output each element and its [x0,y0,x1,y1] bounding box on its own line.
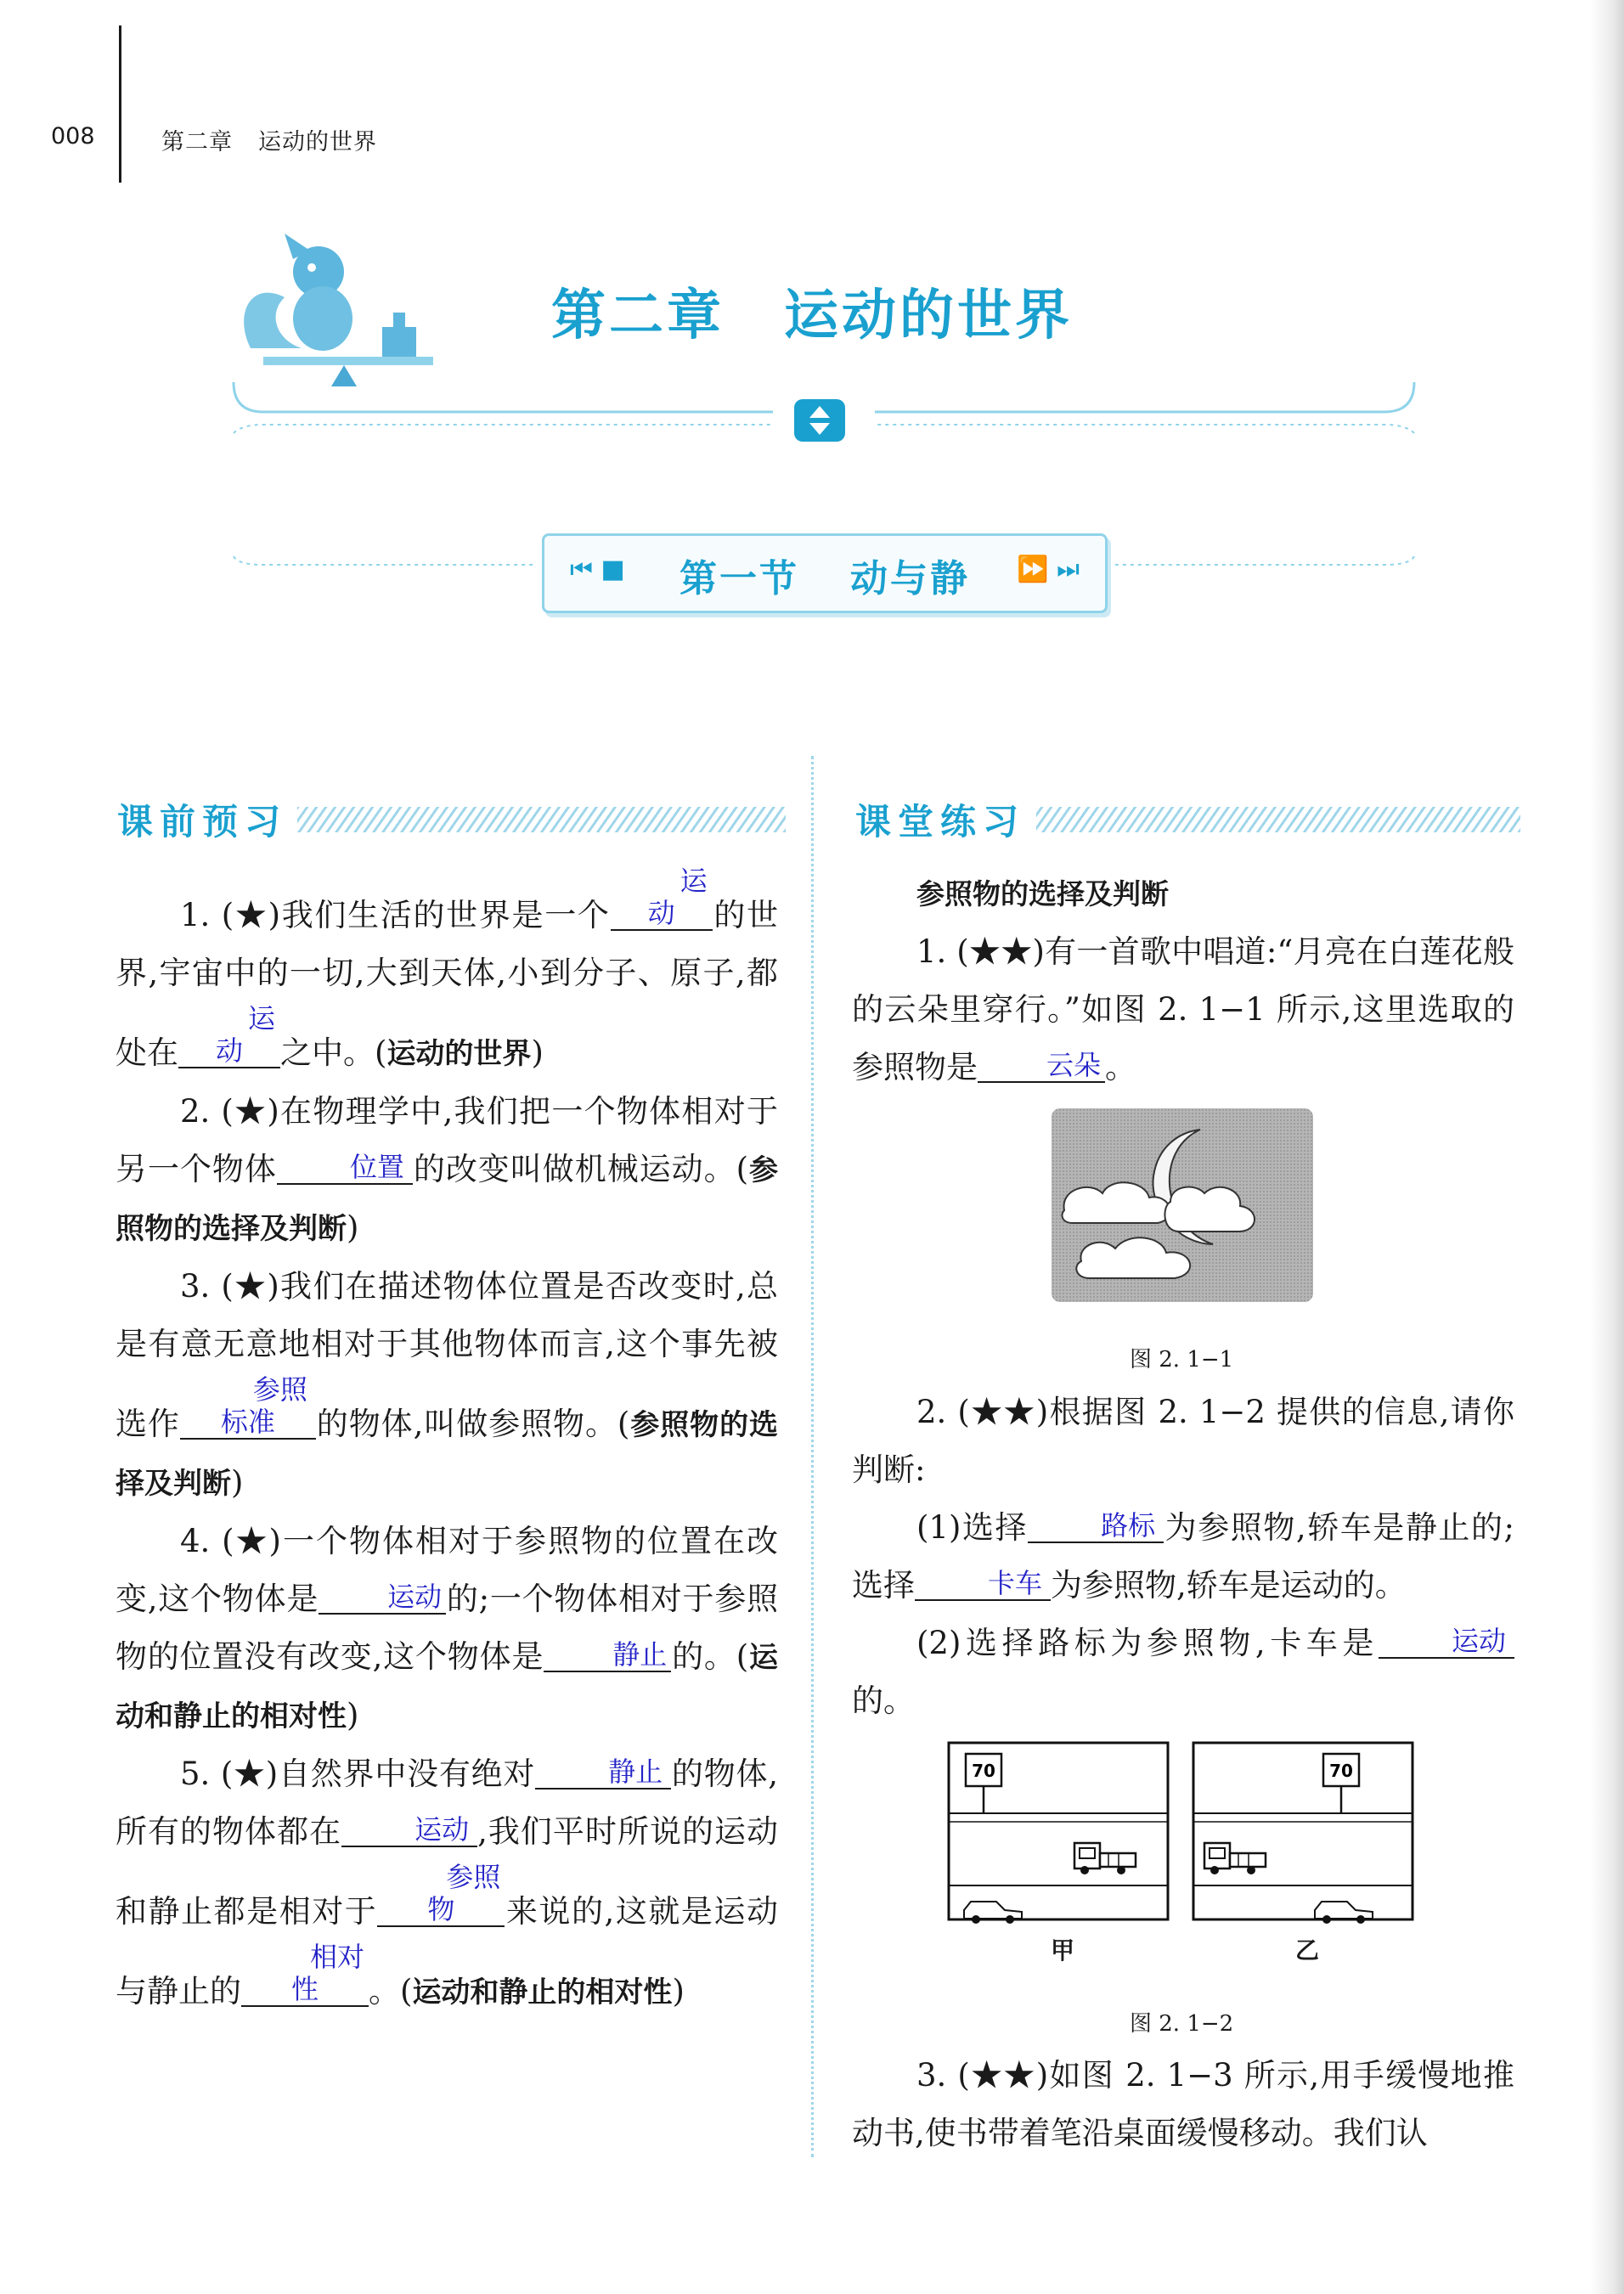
answer-blank: 静止 [535,1756,671,1790]
panel-jia [949,1743,1168,1924]
road-sign-vehicles-figure [947,1741,1423,1970]
topic-tag: 参照物的选择及判断 [116,1408,779,1501]
answer-blank: 运动 [1379,1625,1514,1659]
preview-q1: 1. (★)我们生活的世界是一个运动 的世界,宇宙中的一切,大到天体,小到分子、原子,都处在运动 之中。(运动的世界) [116,865,779,1071]
answer-blank: 运动 [319,1581,446,1615]
figure-caption: 图 2. 1−1 [1130,1347,1234,1372]
answer-blank: 相对性 [241,1941,369,2007]
exercise-q2-part2: (2)选择路标为参照物,卡车是 运动的。 [852,1615,1514,1730]
class-exercises-top [852,865,1514,1096]
left-heading-hatch [297,807,786,832]
panel-label-jia: 甲 [1051,1936,1075,1964]
answer-blank: 参照标准 [180,1373,316,1440]
exercise-q2: 2. (★★)根据图 2. 1−2 提供的信息,请你判断: [852,1394,1514,1488]
figure-caption: 图 2. 1−2 [1130,2011,1234,2037]
answer-blank: 云朵 [978,1049,1105,1083]
class-exercises-mid [852,1384,1514,1730]
topic-tag: 运动和静止的相对性 [116,1641,779,1733]
right-column-heading: 课堂练习 [855,801,1026,843]
chapter-number: 第二章 [551,285,725,347]
exercise-q2-part1: (1)选择 路标 为参照物,轿车是静止的;选择 卡车 为参照物,轿车是运动的。 [852,1509,1514,1604]
exercise-q1: 1. (★★)有一首歌中唱道:“月亮在白莲花般的云朵里穿行。”如图 2. 1−1 所示,这里选取的参照物是 云朵 。 [852,933,1514,1085]
panel-label-yi: 乙 [1295,1936,1320,1964]
right-heading-hatch [1036,807,1520,832]
answer-blank: 静止 [544,1638,671,1672]
moon-clouds-figure [1052,1108,1313,1302]
answer-blank: 运动 [341,1813,477,1847]
answer-blank: 运动 [178,1002,280,1068]
answer-blank: 位置 [277,1151,413,1185]
class-exercises-bottom [852,2047,1514,2162]
page-number: 008 [51,123,95,149]
left-column-heading: 课前预习 [117,801,288,843]
preview-questions [116,865,778,2021]
chapter-name: 运动的世界 [784,285,1073,347]
topic-tag: 运动和静止的相对性 [412,1976,673,2009]
answer-blank: 运动 [611,865,713,931]
column-divider [811,756,814,2157]
forward-arrows-icon: ⏩ ⏭ [1017,555,1080,584]
header-rule [119,25,121,183]
answer-blank: 卡车 [915,1567,1051,1601]
panel-yi [1193,1743,1413,1924]
running-header-chapter: 第二章 [161,129,233,155]
section-number: 第一节 [679,557,799,600]
answer-blank: 路标 [1028,1509,1164,1543]
exercise-subheading: 参照物的选择及判断 [916,877,1169,910]
chapter-title [0,272,1624,350]
preview-q3: 3. (★)我们在描述物体位置是否改变时,总是有意无意地相对于其他物体而言,这个事先被选作参照标准 的物体,叫做参照物。(参照物的选择及判断) [116,1268,779,1501]
preview-q4: 4. (★)一个物体相对于参照物的位置在改变,这个物体是 运动 的;一个物体相对于参照物的位置没有改变,这个物体是 静止 的。(运动和静止的相对性) [116,1523,779,1733]
preview-q2: 2. (★)在物理学中,我们把一个物体相对于另一个物体 位置 的改变叫做机械运动。(参照物的选择及判断) [116,1093,779,1246]
rewind-arrows-icon: ⏮ ■ [570,555,625,584]
answer-blank: 参照物 [377,1861,505,1927]
section-title-box [542,533,1108,613]
topic-tag: 运动的世界 [386,1037,532,1071]
speed-sign-value: 70 [1329,1761,1353,1781]
running-header-title: 运动的世界 [258,129,377,155]
topic-tag: 参照物的选择及判断 [116,1153,779,1246]
section-name: 动与静 [850,557,970,600]
preview-q5: 5. (★)自然界中没有绝对 静止 的物体,所有的物体都在 运动 ,我们平时所说的运动和静止都是相对于参照物 来说的,这就是运动与静止的相对性 。(运动和静止的相对性) [116,1756,779,2009]
running-header [161,123,377,156]
speed-sign-value: 70 [972,1761,995,1781]
exercise-q3: 3. (★★)如图 2. 1−3 所示,用手缓慢地推动书,使书带着笔沿桌面缓慢移动。我们认 [852,2057,1514,2151]
